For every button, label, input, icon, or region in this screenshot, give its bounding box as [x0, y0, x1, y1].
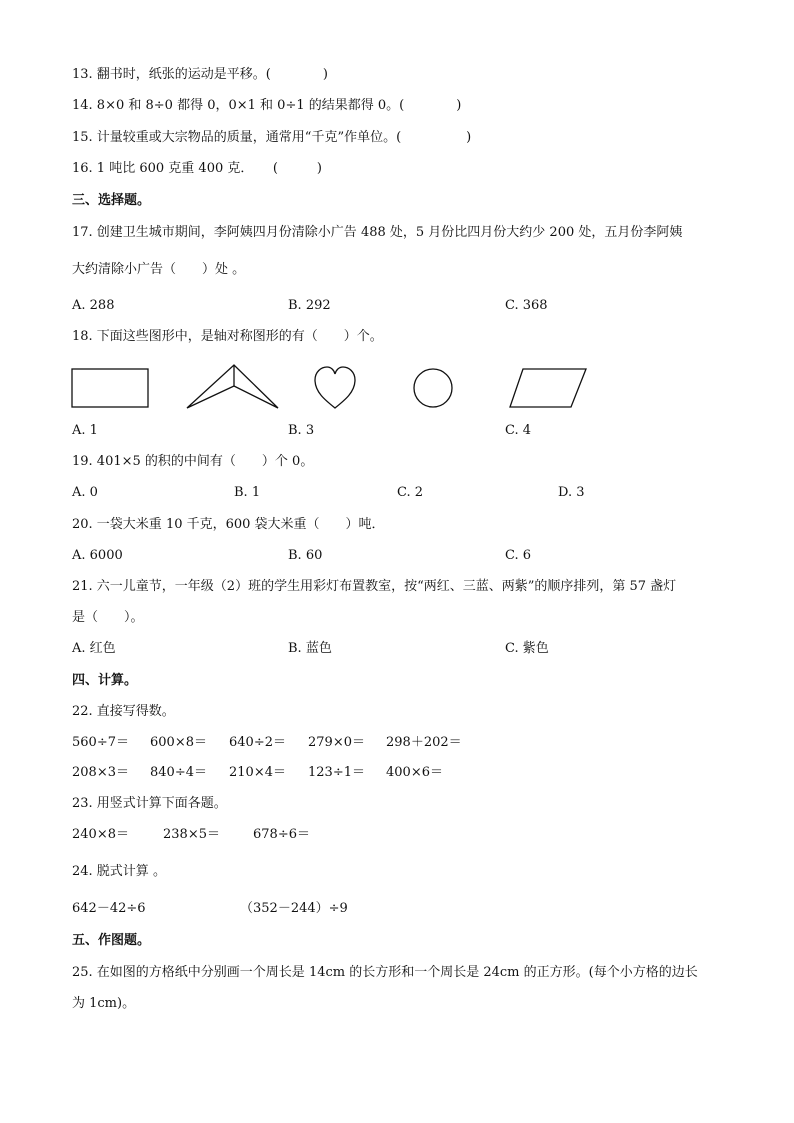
- q22-item: 123÷1＝: [308, 765, 365, 780]
- question-19: 19. 401×5 的积的中间有（ ）个 0。: [72, 454, 314, 469]
- q23-item: 238×5＝: [163, 827, 220, 842]
- q24-item: （352－244）÷9: [240, 901, 348, 916]
- q20-option-c: C. 6: [505, 548, 532, 563]
- question-23: 23. 用竖式计算下面各题。: [72, 796, 227, 811]
- question-25-line-2: 为 1cm)。: [72, 996, 136, 1011]
- q22-item: 210×4＝: [229, 765, 286, 780]
- section-4-heading: 四、计算。: [72, 673, 138, 688]
- question-17-line-1: 17. 创建卫生城市期间，李阿姨四月份清除小广告 488 处，5 月份比四月份大约少 200 处，五月份李阿姨: [72, 225, 683, 240]
- question-21-line-2: 是（ ）。: [72, 610, 144, 625]
- q18-option-b: B. 3: [288, 423, 315, 438]
- question-24: 24. 脱式计算 。: [72, 864, 166, 879]
- q23-item: 240×8＝: [72, 827, 129, 842]
- question-16: 16. 1 吨比 600 克重 400 克． ( ): [72, 161, 323, 176]
- question-14: 14. 8×0 和 8÷0 都得 0，0×1 和 0÷1 的结果都得 0。( ): [72, 98, 462, 113]
- q22-item: 208×3＝: [72, 765, 129, 780]
- question-15: 15. 计量较重或大宗物品的质量，通常用“千克”作单位。( ): [72, 130, 472, 145]
- q22-item: 640÷2＝: [229, 735, 286, 750]
- question-18: 18. 下面这些图形中，是轴对称图形的有（ ）个。: [72, 329, 383, 344]
- question-17-line-2: 大约清除小广告（ ）处 。: [72, 262, 246, 277]
- q20-option-b: B. 60: [288, 548, 323, 563]
- question-13: 13. 翻书时，纸张的运动是平移。( ): [72, 67, 328, 82]
- parallelogram-figure: [510, 369, 586, 407]
- q22-item: 279×0＝: [308, 735, 365, 750]
- q21-option-b: B. 蓝色: [288, 641, 332, 656]
- heart-figure: [315, 367, 355, 408]
- question-20: 20. 一袋大米重 10 千克，600 袋大米重（ ）吨．: [72, 517, 385, 532]
- section-3-heading: 三、选择题。: [72, 193, 151, 208]
- q20-option-a: A. 6000: [72, 548, 123, 563]
- q22-item: 400×6＝: [386, 765, 443, 780]
- question-25-line-1: 25. 在如图的方格纸中分别画一个周长是 14cm 的长方形和一个周长是 24cm 的正方形。(每个小方格的边长: [72, 965, 698, 980]
- q23-item: 678÷6＝: [253, 827, 310, 842]
- q19-option-d: D. 3: [558, 485, 585, 500]
- q22-item: 298＋202＝: [386, 735, 462, 750]
- q21-option-c: C. 紫色: [505, 641, 549, 656]
- q22-item: 840÷4＝: [150, 765, 207, 780]
- circle-figure: [414, 369, 452, 407]
- q19-option-c: C. 2: [397, 485, 424, 500]
- q17-option-b: B. 292: [288, 298, 331, 313]
- q17-option-c: C. 368: [505, 298, 548, 313]
- q22-item: 560÷7＝: [72, 735, 129, 750]
- q17-option-a: A. 288: [72, 298, 115, 313]
- q24-item: 642－42÷6: [72, 901, 146, 916]
- q19-option-b: B. 1: [234, 485, 261, 500]
- q18-option-a: A. 1: [72, 423, 98, 438]
- kite-figure: [187, 365, 278, 408]
- q22-item: 600×8＝: [150, 735, 207, 750]
- question-21-line-1: 21. 六一儿童节，一年级（2）班的学生用彩灯布置教室，按“两红、三蓝、两紫”的顺序排列，第 57 盏灯: [72, 579, 677, 594]
- q18-figures: [60, 362, 620, 418]
- question-22: 22. 直接写得数。: [72, 704, 175, 719]
- q18-option-c: C. 4: [505, 423, 532, 438]
- q19-option-a: A. 0: [72, 485, 98, 500]
- section-5-heading: 五、作图题。: [72, 933, 151, 948]
- q21-option-a: A. 红色: [72, 641, 116, 656]
- rectangle-figure: [72, 369, 148, 407]
